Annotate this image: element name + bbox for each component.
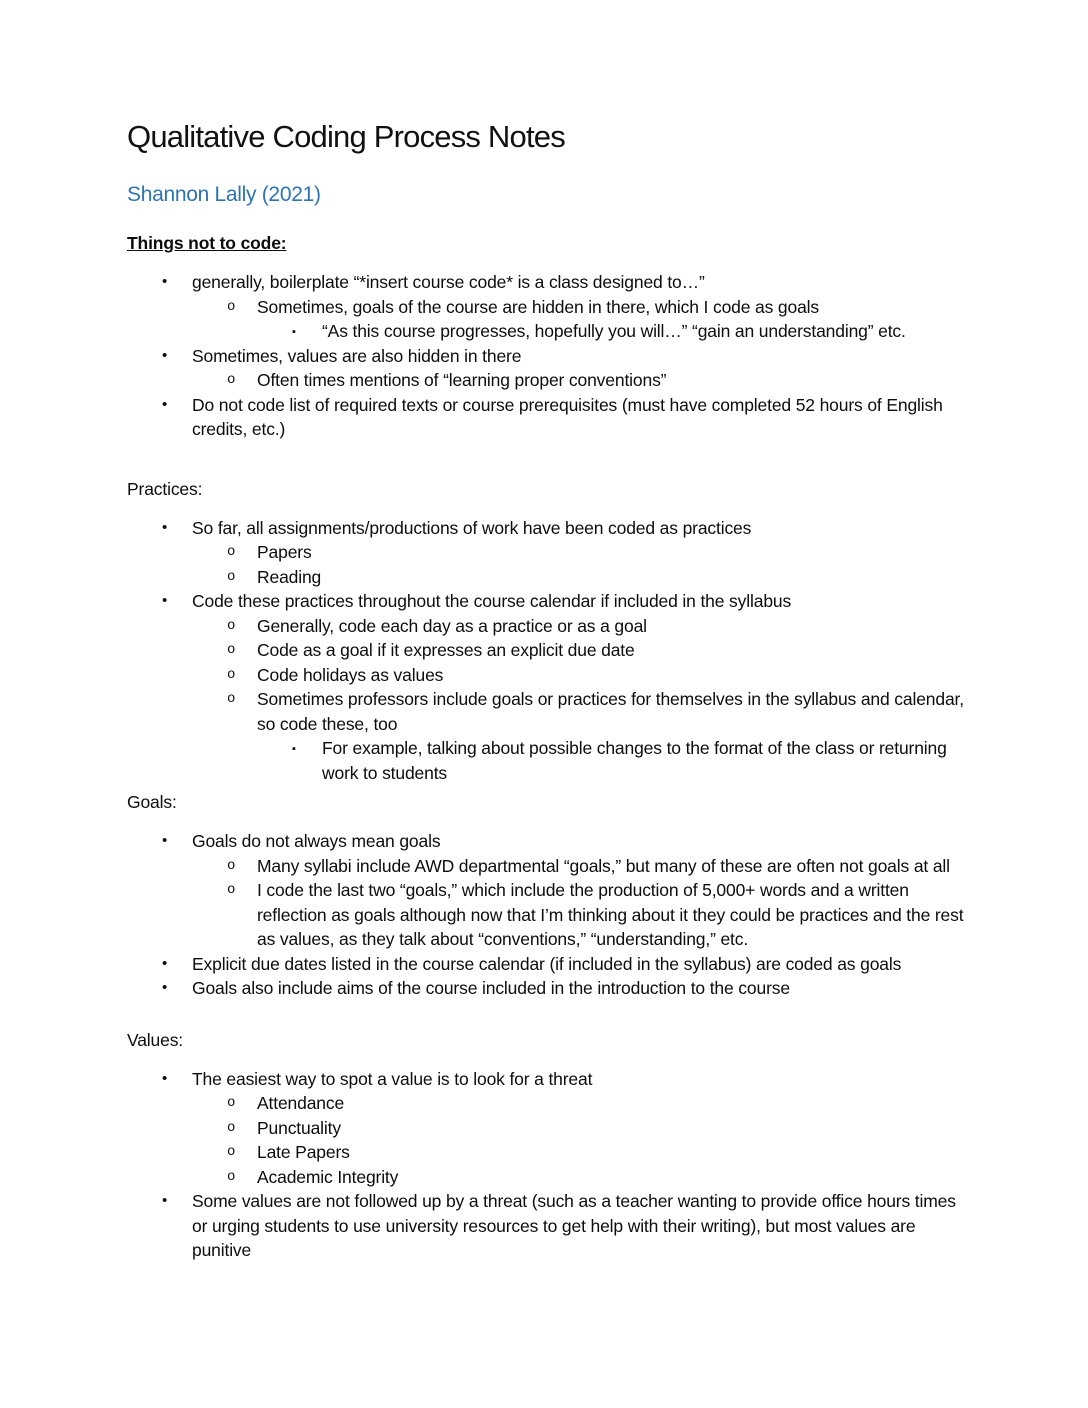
circle-bullet-icon: o: [227, 691, 236, 707]
list-item: [127, 952, 970, 977]
section-heading-goals: Goals:: [127, 792, 177, 812]
list-item-text: I code the last two “goals,” which include the production of 5,000+ words and a written reflection as goals although now that I’m thinking about it they could be practices and the rest as values, as they talk about “conventions,” “understanding,” etc.: [257, 880, 964, 949]
list-item: [127, 589, 970, 614]
section-list: [127, 516, 970, 786]
circle-bullet-icon: o: [227, 857, 236, 874]
circle-bullet-icon: o: [227, 617, 236, 634]
list-item-text: Punctuality: [257, 1117, 341, 1138]
list-item-text: generally, boilerplate “*insert course code* is a class designed to…”: [192, 272, 705, 292]
circle-bullet-icon: o: [227, 642, 236, 658]
list-item-text: So far, all assignments/productions of work have been coded as practices: [192, 517, 752, 538]
list-item: [127, 687, 970, 736]
list-item-text: Goals do not always mean goals: [192, 831, 441, 851]
list-item-text: Reading: [257, 566, 322, 587]
bullet-icon: •: [162, 592, 168, 609]
list-item-text: Code these practices throughout the course calendar if included in the syllabus: [192, 591, 792, 611]
list-item-text: Some values are not followed up by a threat (such as a teacher wanting to provide office hours times or urging students to use university resources to get help with their writing), but most values are punitive: [192, 1191, 956, 1260]
list-item-text: Code as a goal if it expresses an explicit due date: [257, 640, 635, 660]
list-item: [127, 1140, 970, 1165]
list-item: [127, 1189, 970, 1263]
list-item-text: Goals also include aims of the course included in the introduction to the course: [192, 978, 790, 998]
list-item: [127, 295, 970, 320]
list-item: [127, 663, 970, 688]
list-item-text: Papers: [257, 542, 312, 562]
list-item-text: “As this course progresses, hopefully you will…” “gain an understanding” etc.: [322, 321, 906, 341]
section-heading-things-not-to-code: Things not to code:: [127, 233, 287, 253]
list-item: [127, 319, 970, 344]
circle-bullet-icon: o: [227, 666, 236, 683]
list-item: [127, 638, 970, 663]
list-item: [127, 976, 970, 1001]
bullet-icon: •: [162, 346, 168, 364]
list-item-text: Academic Integrity: [257, 1166, 399, 1187]
section-heading-practices: Practices:: [127, 478, 203, 499]
circle-bullet-icon: o: [227, 372, 236, 388]
bullet-icon: •: [162, 273, 168, 290]
list-item: [127, 829, 970, 854]
circle-bullet-icon: o: [227, 1095, 236, 1111]
circle-bullet-icon: o: [227, 1168, 236, 1185]
bullet-icon: •: [162, 395, 168, 413]
square-bullet-icon: ▪: [292, 326, 296, 338]
list-item: [127, 854, 970, 879]
list-item: [127, 344, 970, 369]
list-item: [127, 516, 970, 541]
list-item-text: Do not code list of required texts or course prerequisites (must have completed 52 hours of English credits, etc.): [192, 394, 943, 439]
circle-bullet-icon: o: [227, 882, 236, 898]
list-item: [127, 393, 970, 442]
list-item-text: Many syllabi include AWD departmental “goals,” but many of these are often not goals at all: [257, 855, 950, 876]
list-item-text: Often times mentions of “learning proper conventions”: [257, 370, 667, 390]
circle-bullet-icon: o: [227, 298, 236, 315]
list-item: [127, 1067, 970, 1092]
list-item-text: Explicit due dates listed in the course calendar (if included in the syllabus) are coded as goals: [192, 953, 902, 974]
section-list: [127, 270, 970, 442]
section-heading-values: Values:: [127, 1029, 184, 1050]
list-item-text: Late Papers: [257, 1142, 350, 1162]
list-item-text: The easiest way to spot a value is to look for a threat: [192, 1068, 593, 1089]
list-item: [127, 270, 970, 295]
list-item-text: Sometimes, values are also hidden in there: [192, 345, 522, 366]
list-item: [127, 565, 970, 590]
list-item: [127, 1091, 970, 1116]
list-item: [127, 614, 970, 639]
list-item: [127, 878, 970, 952]
section-list: [127, 1067, 970, 1263]
bullet-icon: •: [162, 1069, 168, 1087]
list-item: [127, 736, 970, 785]
bullet-icon: •: [162, 1192, 168, 1209]
list-item-text: Sometimes professors include goals or practices for themselves in the syllabus and calendar, so code these, too: [257, 689, 964, 734]
bullet-icon: •: [162, 518, 168, 536]
list-item-text: Sometimes, goals of the course are hidden in there, which I code as goals: [257, 296, 820, 317]
square-bullet-icon: ▪: [292, 743, 296, 755]
section-list: [127, 829, 970, 1001]
circle-bullet-icon: o: [227, 544, 236, 560]
bullet-icon: •: [162, 954, 168, 972]
list-item-text: For example, talking about possible changes to the format of the class or returning work to students: [322, 738, 947, 783]
page-title: Qualitative Coding Process Notes: [127, 119, 565, 154]
list-item-text: Generally, code each day as a practice or as a goal: [257, 615, 647, 636]
list-item: [127, 1116, 970, 1141]
bullet-icon: •: [162, 832, 168, 849]
bullet-icon: •: [162, 979, 168, 996]
circle-bullet-icon: o: [227, 1119, 236, 1136]
list-item: [127, 540, 970, 565]
list-item-text: Attendance: [257, 1093, 345, 1113]
author-line: Shannon Lally (2021): [127, 183, 321, 206]
list-item: [127, 368, 970, 393]
circle-bullet-icon: o: [227, 1144, 236, 1160]
circle-bullet-icon: o: [227, 568, 236, 585]
list-item: [127, 1165, 970, 1190]
list-item-text: Code holidays as values: [257, 664, 444, 685]
